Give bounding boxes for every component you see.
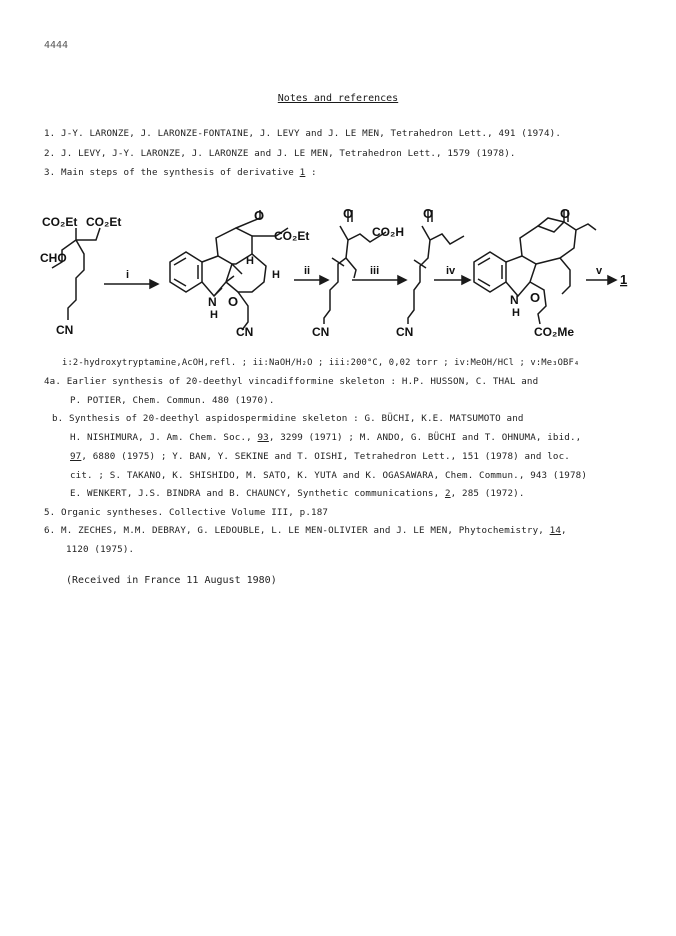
reference-3: [44, 167, 317, 178]
reference-4b-line-5: [70, 488, 525, 499]
reference-4a-line-1: 4a. Earlier synthesis of 20-deethyl vincadifformine skeleton : H.P. HUSSON, C. THAL and: [44, 376, 539, 387]
reference-1: 1. J-Y. LARONZE, J. LARONZE-FONTAINE, J. LEVY and J. LE MEN, Tetrahedron Lett., 491 (1974).: [44, 128, 562, 139]
reference-3-text: 3. Main steps of the synthesis of derivative: [44, 167, 300, 178]
page-number: 4444: [44, 40, 69, 51]
reaction-arrow-v: [586, 265, 627, 287]
reference-4b-line-1: b. Synthesis of 20-deethyl aspidospermidine skeleton : G. BÜCHI, K.E. MATSUMOTO and: [52, 413, 524, 424]
reference-4b-line-5-rest: , 285 (1972).: [450, 488, 525, 499]
ketone-oxygen-d: O: [423, 206, 434, 221]
indole-nitrogen-e: N: [510, 293, 519, 307]
synthesis-scheme: [40, 206, 640, 356]
step-iii-label: iii: [370, 265, 380, 277]
methyl-ester-label: CO₂Me: [534, 325, 575, 339]
reference-4b-line-3-rest: , 6880 (1975) ; Y. BAN, Y. SEKINE and T. OISHI, Tetrahedron Lett., 151 (1978) and loc.: [81, 451, 570, 462]
ester-group-c: CO₂Et: [274, 229, 310, 243]
compound-methyl-ester: [474, 206, 596, 339]
ketone-oxygen-c: O: [343, 206, 354, 221]
nitrile-label-b: CN: [236, 325, 254, 339]
reference-4b-line-2: [70, 432, 581, 443]
reference-6-line-2: 1120 (1975).: [66, 544, 135, 555]
step-ii-label: ii: [304, 265, 311, 277]
volume-2: 2: [444, 488, 451, 499]
reference-5: 5. Organic syntheses. Collective Volume III, p.187: [44, 507, 329, 518]
nitrile-label-d: CN: [396, 325, 414, 339]
reference-6-comma: ,: [561, 525, 567, 536]
reference-4a-line-2: P. POTIER, Chem. Commun. 480 (1970).: [70, 395, 275, 406]
step-v-label: v: [596, 265, 603, 277]
reference-3-colon: :: [305, 167, 317, 178]
compound-diester-aldehyde: [40, 215, 121, 337]
indole-nh-hydrogen-e: H: [512, 307, 520, 319]
step-iv-label: iv: [446, 265, 456, 277]
reaction-arrow-ii: [294, 265, 328, 284]
ester-group-b: CO₂Et: [86, 215, 122, 229]
compound-number-ref: 1: [299, 167, 306, 178]
carboxylic-acid-label: CO₂H: [372, 225, 404, 239]
ketone-oxygen-e: O: [560, 206, 571, 221]
volume-93: 93: [257, 432, 269, 443]
lactam-oxygen-e: O: [530, 290, 541, 305]
product-number: 1: [620, 272, 628, 287]
nitrile-label-a: CN: [56, 323, 74, 337]
reaction-arrow-iii: [352, 265, 406, 284]
ring-junction-h-1: H: [246, 255, 254, 267]
reference-6-line-1: [44, 525, 567, 536]
ester-group-a: CO₂Et: [42, 215, 78, 229]
reaction-arrow-i: [104, 269, 158, 288]
ring-junction-h-2: H: [272, 269, 280, 281]
step-i-label: i: [126, 269, 130, 281]
indole-nh-hydrogen-b: H: [210, 309, 218, 321]
ketone-oxygen-b: O: [254, 208, 265, 223]
nitrile-label-c: CN: [312, 325, 330, 339]
volume-14: 14: [549, 525, 562, 536]
reference-4b-line-3: [70, 451, 570, 462]
aldehyde-label: CHO: [40, 251, 67, 265]
reference-6-line-1-text: 6. M. ZECHES, M.M. DEBRAY, G. LEDOUBLE, L. LE MEN-OLIVIER and J. LE MEN, Phytochemistry,: [44, 525, 550, 536]
lactam-oxygen-b: O: [228, 294, 239, 309]
reference-4b-line-5-text: E. WENKERT, J.S. BINDRA and B. CHAUNCY, Synthetic communications,: [70, 488, 445, 499]
compound-pentacyclic-lactam: [170, 208, 309, 339]
notes-heading: Notes and references: [277, 93, 399, 104]
received-date: (Received in France 11 August 1980): [66, 575, 277, 586]
reaction-conditions: i:2-hydroxytryptamine,AcOH,refl. ; ii:NaOH/H₂O ; iii:200°C, 0,02 torr ; iv:MeOH/HCl ; v:Me₃OBF₄: [62, 358, 580, 368]
compound-keto-acid: [312, 206, 404, 339]
reaction-arrow-iv: [434, 265, 470, 284]
reference-4b-line-2-rest: , 3299 (1971) ; M. ANDO, G. BÜCHI and T. OHNUMA, ibid.,: [268, 432, 582, 443]
volume-97: 97: [70, 451, 82, 462]
reference-4b-line-2-text: H. NISHIMURA, J. Am. Chem. Soc.,: [70, 432, 258, 443]
reference-2: 2. J. LEVY, J-Y. LARONZE, J. LARONZE and J. LE MEN, Tetrahedron Lett., 1579 (1978).: [44, 148, 516, 159]
indole-nitrogen-b: N: [208, 295, 217, 309]
reference-4b-line-4: cit. ; S. TAKANO, K. SHISHIDO, M. SATO, K. YUTA and K. OGASAWARA, Chem. Commun., 943 (1978): [70, 470, 588, 481]
